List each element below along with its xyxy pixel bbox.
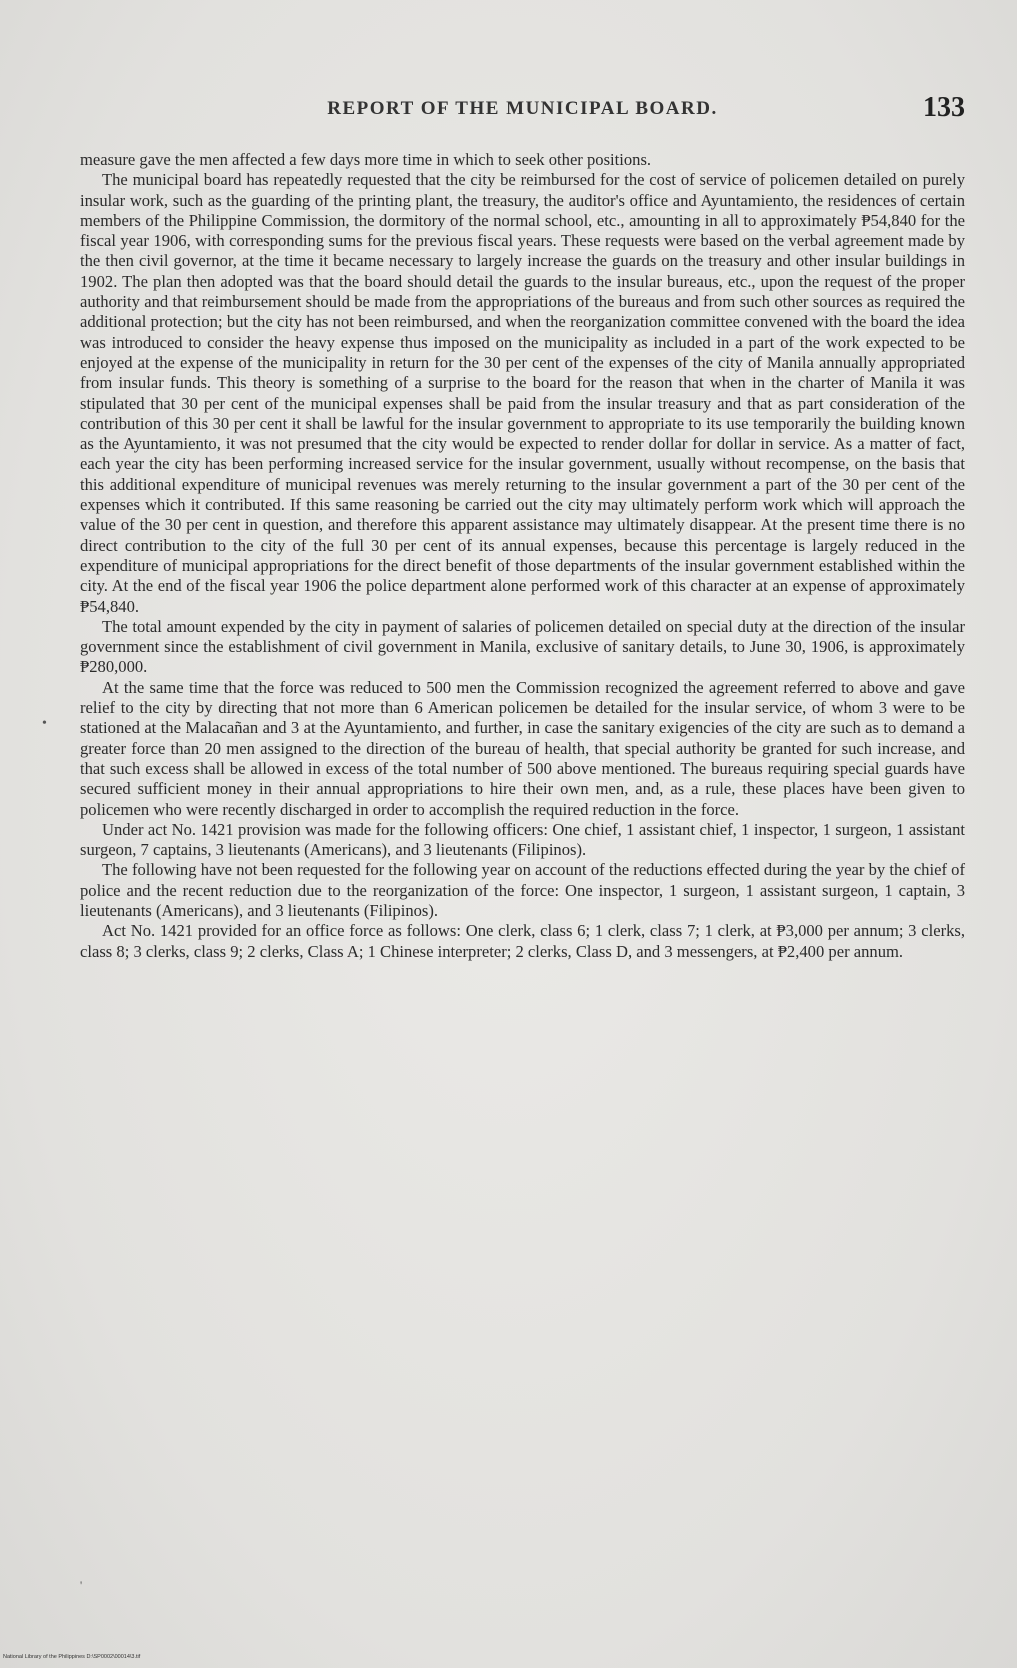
margin-mark: • xyxy=(42,716,47,731)
paragraph-continuation: measure gave the men affected a few days more time in which to seek other positions. xyxy=(80,150,652,169)
paragraph-office-force: Act No. 1421 provided for an office force as follows: One clerk, class 6; 1 clerk, class 7; 1 clerk, at ₱3,000 per annum; 3 clerks, class 8; 3 clerks, class 9; 2 clerks, Class A; 1 Chinese interpreter; 2 clerks, Class D, and 3 messengers, at ₱2,400 per annum. xyxy=(80,921,965,961)
paragraph-total-amount: The total amount expended by the city in payment of salaries of policemen detailed on special duty at the direction of the insular government since the establishment of civil government in Manila, exclusive of sanitary details, to June 30, 1906, is approximately ₱280,000. xyxy=(80,616,965,677)
paragraph-reimbursement: The municipal board has repeatedly requested that the city be reimbursed for the cost of service of policemen detailed on purely insular work, such as the guarding of the printing plant, the treasury, the auditor's office and Ayuntamiento, the residences of certain members of the Philippine Commission, the dormitory of the normal school, etc., amounting in all to approximately ₱54,840 for the fiscal year 1906, with corresponding sums for the previous fiscal years. These requests were based on the verbal agreement made by the then civil governor, at the time it became necessary to largely increase the guards on the treasury and other insular buildings in 1902. The plan then adopted was that the board should detail the guards to the insular bureaus, etc., upon the request of the proper authority and that reimbursement should be made from the appropriations of the bureaus and from such other sources as required the additional protection; but the city has not been reimbursed, and when the reorganization committee convened with the board the idea was introduced to consider the heavy expense thus imposed on the municipality as included in a part of the work expected to be enjoyed at the expense of the municipality in return for the 30 per cent of the expenses of the city of Manila annually appropriated from insular funds. This theory is something of a surprise to the board for the reason that when in the charter of Manila it was stipulated that 30 per cent of the municipal expenses shall be paid from the insular treasury and that as part consideration of the contribution of this 30 per cent it shall be lawful for the insular government to appropriate to its use temporarily the building known as the Ayuntamiento, it was not presumed that the city would be expected to render dollar for dollar in service. As a matter of fact, each year the city has been performing increased service for the insular government, usually without recompense, on the basis that this additional expenditure of municipal revenues was merely returning to the insular government a part of the 30 per cent of the expenses which it contributed. If this same reasoning be carried out the city may ultimately perform work which will approach the value of the 30 per cent in question, and therefore this apparent assistance may ultimately disappear. At the present time there is no direct contribution to the city of the full 30 per cent of its annual expenses, because this percentage is largely reduced in the expenditure of municipal appropriations for the direct benefit of those departments of the insular government established within the city. At the end of the fiscal year 1906 the police department alone performed work of this character at an expense of approximately ₱54,840. xyxy=(80,170,965,616)
page-header xyxy=(80,92,965,132)
running-head: REPORT OF THE MUNICIPAL BOARD. xyxy=(327,98,718,119)
paragraph-force-reduction: At the same time that the force was reduced to 500 men the Commission recognized the agreement referred to above and gave relief to the city by directing that not more than 6 American policemen be detailed for the insular service, of whom 3 were to be stationed at the Malacañan and 3 at the Ayuntamiento, and further, in case the sanitary exigencies of the city are such as to demand a greater force than 20 men assigned to the direction of the bureau of health, that special authority be granted for such increase, and that such excess shall be allowed in excess of the total number of 500 above mentioned. The bureaus requiring special guards have secured sufficient money in their annual appropriations to hire their own men, and, as a rule, these places have been given to policemen who were recently discharged in order to accomplish the required reduction in the force. xyxy=(80,677,965,819)
page-number: 133 xyxy=(923,92,965,123)
scan-credit: National Library of the Philippines D:\SP0002\00014\3.tif xyxy=(3,1654,141,1660)
margin-mark: ' xyxy=(80,1578,83,1592)
paragraph-not-requested: The following have not been requested for the following year on account of the reductions effected during the year by the chief of police and the recent reduction due to the reorganization of the force: One inspector, 1 surgeon, 1 assistant surgeon, 1 captain, 3 lieutenants (Americans), and 3 lieutenants (Filipinos). xyxy=(80,860,965,920)
body-text xyxy=(80,150,965,962)
paragraph-act-officers: Under act No. 1421 provision was made for the following officers: One chief, 1 assistant chief, 1 inspector, 1 surgeon, 1 assistant surgeon, 7 captains, 3 lieutenants (Americans), and 3 lieutenants (Filipinos). xyxy=(80,819,965,860)
